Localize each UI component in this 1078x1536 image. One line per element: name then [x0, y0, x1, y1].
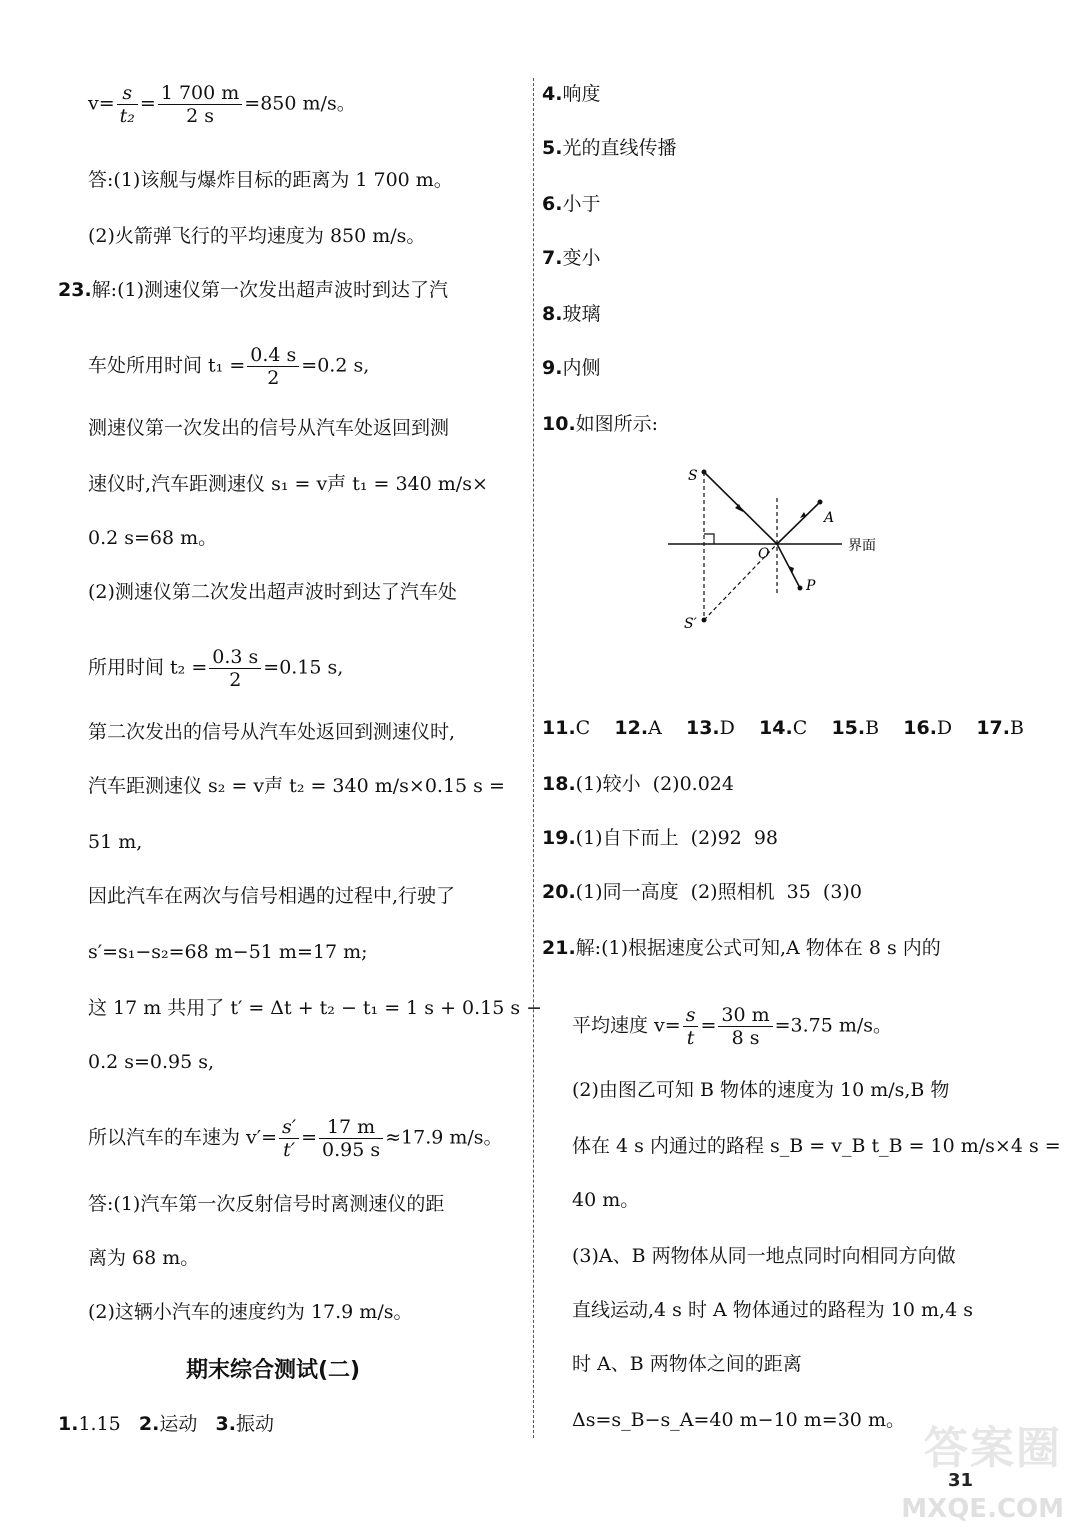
- answer-line: 答:(1)汽车第一次反射信号时离测速仪的距: [88, 1193, 445, 1215]
- fraction: [247, 344, 299, 389]
- fraction-numerator: s: [683, 1004, 699, 1027]
- fraction-denominator: t₂: [119, 105, 135, 127]
- answer-line: 这 17 m 共用了 t′ = Δt + t₂ − t₁ = 1 s + 0.15 s −: [88, 997, 543, 1019]
- formula-text: ≈17.9 m/s。: [385, 1126, 503, 1149]
- formula-text: 所以汽车的车速为 v′=: [88, 1126, 278, 1149]
- fraction: [209, 646, 261, 691]
- point-a-dot: [818, 500, 823, 505]
- label-interface: 界面: [848, 538, 876, 554]
- answer-line: 51 m,: [88, 831, 143, 853]
- answer-line: (3)A、B 两物体从同一地点同时向相同方向做: [572, 1245, 956, 1267]
- answer-line: (2)由图乙可知 B 物体的速度为 10 m/s,B 物: [572, 1079, 950, 1101]
- answer-line: [542, 190, 600, 218]
- answer-line: [542, 934, 941, 962]
- answer-line: 答:(1)该舰与爆炸目标的距离为 1 700 m。: [88, 169, 453, 191]
- answer-line: [542, 300, 600, 328]
- formula-text: =0.2 s,: [301, 354, 370, 377]
- answer-text: 解:(1)根据速度公式可知,A 物体在 8 s 内的: [575, 937, 941, 959]
- fraction-numerator: 30 m: [718, 1004, 772, 1027]
- answer-line: 0.2 s=0.95 s,: [88, 1051, 215, 1073]
- question-number: 4.: [542, 83, 563, 105]
- formula-text: 所用时间 t₂ =: [88, 656, 208, 679]
- fraction: [279, 1116, 299, 1161]
- answer-line: 体在 4 s 内通过的路程 s_B = v_B t_B = 10 m/s×4 s =: [572, 1135, 1061, 1157]
- answer-line: 40 m。: [572, 1189, 640, 1211]
- watermark: [872, 1402, 1072, 1532]
- answer-text: 小于: [562, 193, 601, 215]
- formula-line: [88, 646, 343, 691]
- mc-answers: [542, 714, 1024, 742]
- point-s-dot: [702, 470, 707, 475]
- question-number: 8.: [542, 303, 563, 325]
- label-a: A: [824, 510, 835, 526]
- answer-text: (1)自下而上 (2)92 98: [575, 827, 779, 849]
- page-number: 31: [948, 1470, 974, 1491]
- reflected-ray: [777, 502, 820, 544]
- answer-line: [58, 1410, 274, 1438]
- answer-text: 解:(1)测速仪第一次发出超声波时到达了汽: [91, 279, 448, 301]
- answer-line: [542, 770, 734, 798]
- fraction-denominator: 8 s: [731, 1027, 760, 1049]
- answer-line: [542, 244, 600, 272]
- answer-text: A: [648, 717, 662, 739]
- answer-text: B: [865, 717, 880, 739]
- answer-text: (1)同一高度 (2)照相机 35 (3)0: [575, 881, 862, 903]
- label-o: O: [758, 546, 770, 562]
- watermark-url: MXQE.COM: [901, 1494, 1064, 1524]
- answer-line: 时 A、B 两物体之间的距离: [572, 1353, 802, 1375]
- formula-text: 车处所用时间 t₁ =: [88, 354, 246, 377]
- answer-line: 汽车距测速仪 s₂ = v声 t₂ = 340 m/s×0.15 s =: [88, 775, 505, 797]
- fraction-denominator: 0.95 s: [322, 1139, 381, 1161]
- question-number: 13.: [685, 717, 720, 739]
- label-s-prime: S′: [684, 616, 697, 632]
- answer-line: (2)火箭弹飞行的平均速度为 850 m/s。: [88, 225, 426, 247]
- question-number: 16.: [903, 717, 937, 739]
- fraction-numerator: 0.3 s: [209, 646, 261, 669]
- question-number: 15.: [831, 717, 866, 739]
- answer-line: Δs=s_B−s_A=40 m−10 m=30 m。: [572, 1409, 905, 1431]
- answer-line: [58, 276, 448, 304]
- answer-line: [542, 824, 778, 852]
- arrow-incident-icon: [735, 504, 743, 512]
- answer-line: 第二次发出的信号从汽车处返回到测速仪时,: [88, 721, 456, 743]
- formula-line: [88, 1116, 503, 1161]
- formula-line: [572, 1004, 892, 1049]
- formula-text: =: [139, 92, 156, 115]
- answer-text: C: [792, 717, 808, 739]
- answer-line: [542, 134, 676, 162]
- question-number: 21.: [542, 937, 576, 959]
- answer-line: 0.2 s=68 m。: [88, 527, 218, 549]
- question-number: 2.: [138, 1413, 160, 1435]
- answer-line: 直线运动,4 s 时 A 物体通过的路程为 10 m,4 s: [572, 1299, 973, 1321]
- answer-line: [542, 354, 600, 382]
- question-number: 18.: [542, 773, 576, 795]
- answer-line: 速仪时,汽车距测速仪 s₁ = v声 t₁ = 340 m/s×: [88, 473, 488, 495]
- section-heading: 期末综合测试(二): [186, 1358, 361, 1383]
- fraction-numerator: 17 m: [319, 1116, 383, 1139]
- fraction-denominator: 2: [267, 367, 280, 389]
- fraction-denominator: 2 s: [186, 105, 215, 127]
- formula-text: =850 m/s。: [244, 92, 356, 115]
- answer-text: B: [1010, 717, 1024, 739]
- answer-line: (2)这辆小汽车的速度约为 17.9 m/s。: [88, 1301, 413, 1323]
- fraction-numerator: s: [117, 82, 138, 105]
- question-number: 23.: [58, 279, 92, 301]
- fraction-denominator: t′: [283, 1139, 296, 1161]
- answer-line: s′=s₁−s₂=68 m−51 m=17 m;: [88, 941, 368, 963]
- label-s: S: [688, 468, 698, 484]
- formula-line: [88, 82, 356, 127]
- answer-text: D: [719, 717, 735, 739]
- answer-text: (1)较小 (2)0.024: [575, 773, 734, 795]
- question-number: 9.: [542, 357, 563, 379]
- answer-text: 变小: [562, 247, 601, 269]
- answer-line: 离为 68 m。: [88, 1247, 200, 1269]
- right-angle-mark: [704, 534, 714, 544]
- formula-line: [88, 344, 369, 389]
- point-p-dot: [798, 586, 803, 591]
- question-number: 11.: [542, 717, 576, 739]
- question-number: 1.: [58, 1413, 79, 1435]
- answer-text: 内侧: [562, 357, 601, 379]
- fraction-numerator: s′: [279, 1116, 299, 1139]
- fraction: [683, 1004, 699, 1049]
- question-number: 12.: [614, 717, 649, 739]
- answer-line: 因此汽车在两次与信号相遇的过程中,行驶了: [88, 885, 456, 907]
- formula-text: =3.75 m/s。: [774, 1014, 893, 1037]
- arrow-refracted-icon: [788, 566, 794, 574]
- fraction-numerator: 0.4 s: [247, 344, 299, 367]
- question-number: 20.: [542, 881, 576, 903]
- answer-line: [542, 80, 600, 108]
- answer-line: [542, 410, 658, 438]
- question-number: 17.: [976, 717, 1010, 739]
- question-number: 10.: [542, 413, 576, 435]
- label-p: P: [806, 578, 816, 594]
- answer-text: 如图所示:: [575, 413, 659, 435]
- question-number: 14.: [759, 717, 793, 739]
- watermark-logo: 答案圈: [924, 1423, 1062, 1474]
- reflection-diagram: [660, 458, 900, 638]
- fraction: [718, 1004, 772, 1049]
- formula-text: =: [700, 1014, 717, 1037]
- refracted-ray: [777, 544, 800, 588]
- point-s-prime-dot: [702, 618, 707, 623]
- answer-text: D: [936, 717, 953, 739]
- answer-line: (2)测速仪第二次发出超声波时到达了汽车处: [88, 581, 457, 603]
- question-number: 5.: [542, 137, 563, 159]
- fraction-numerator: 1 700 m: [158, 82, 242, 105]
- fraction-denominator: t: [686, 1027, 695, 1049]
- answer-text: C: [575, 717, 591, 739]
- answer-text: 光的直线传播: [562, 137, 677, 159]
- question-number: 7.: [542, 247, 563, 269]
- formula-text: =: [301, 1126, 318, 1149]
- question-number: 19.: [542, 827, 576, 849]
- formula-text: =0.15 s,: [263, 656, 344, 679]
- formula-text: v=: [88, 92, 115, 115]
- answer-text: 1.15: [78, 1413, 121, 1435]
- formula-text: 平均速度 v=: [572, 1014, 681, 1037]
- answer-text: 玻璃: [562, 303, 601, 325]
- answer-text: 振动: [235, 1413, 274, 1435]
- fraction-denominator: 2: [229, 669, 242, 691]
- answer-text: 运动: [159, 1413, 198, 1435]
- answer-line: 测速仪第一次发出的信号从汽车处返回到测: [88, 417, 450, 439]
- answer-line: [542, 878, 862, 906]
- column-divider: [533, 78, 534, 1438]
- question-number: 6.: [542, 193, 563, 215]
- fraction: [117, 82, 138, 127]
- fraction: [319, 1116, 383, 1161]
- fraction: [158, 82, 242, 127]
- answer-text: 响度: [562, 83, 601, 105]
- question-number: 3.: [215, 1413, 236, 1435]
